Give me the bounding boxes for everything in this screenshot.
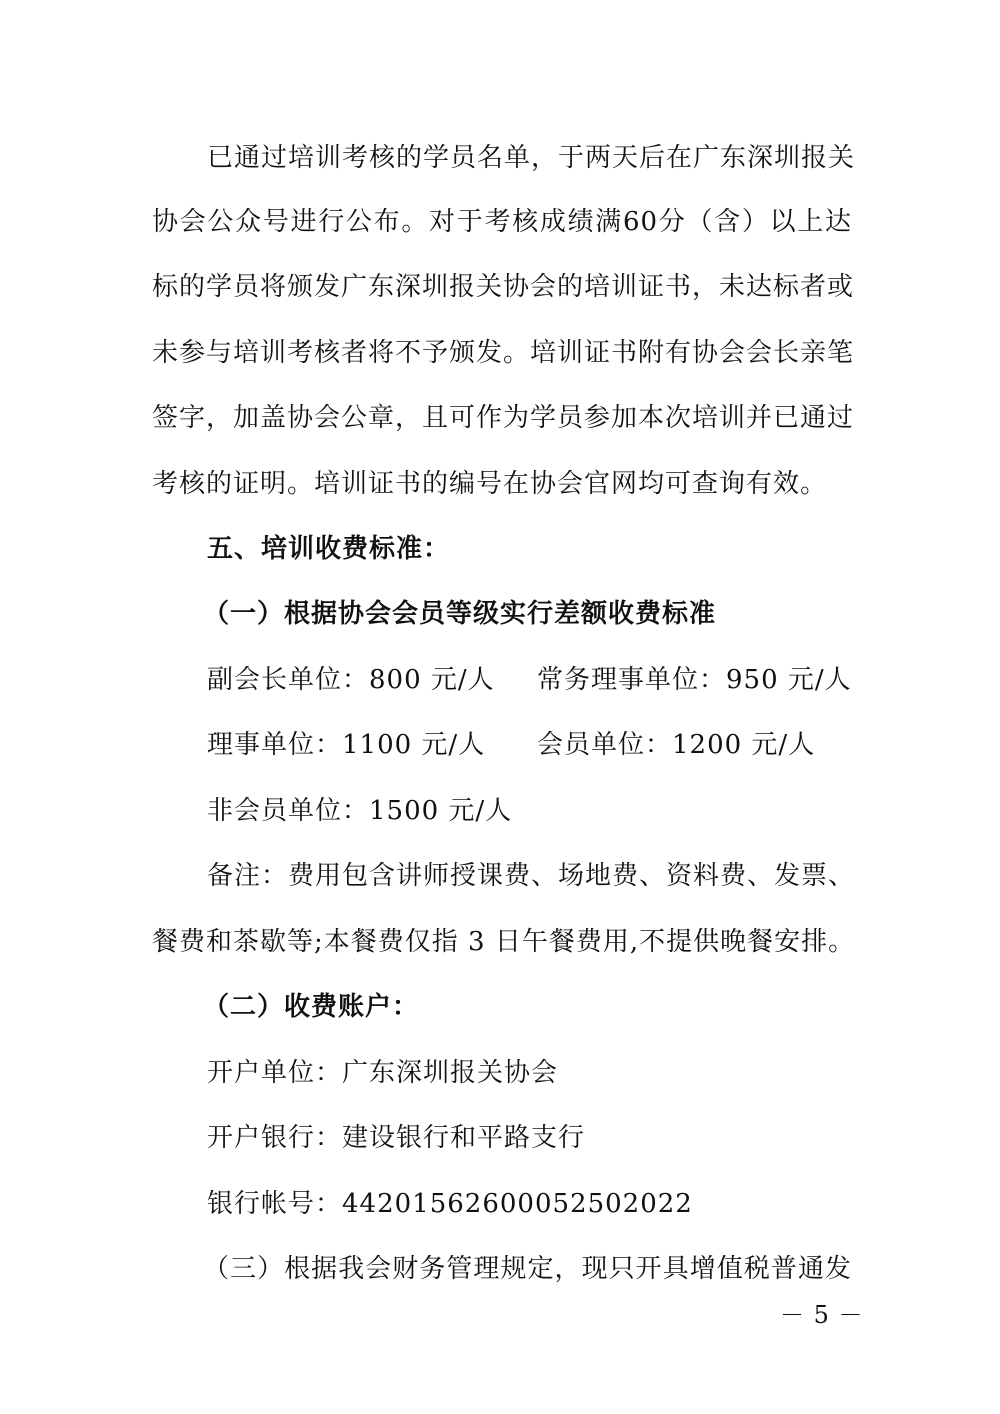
subsection-line: （三）根据我会财务管理规定，现只开具增值税普通发 [203,1254,852,1284]
paragraph-line: 标的学员将颁发广东深圳报关协会的培训证书，未达标者或 [152,272,855,302]
paragraph-line: 协会公众号进行公布。对于考核成绩满60分（含）以上达 [152,207,852,237]
paragraph-line: 考核的证明。培训证书的编号在协会官网均可查询有效。 [152,469,828,499]
fee-member: 会员单位：1200 元/人 [537,730,816,760]
fee-director: 理事单位：1100 元/人 [207,730,486,760]
subsection-heading: （二）收费账户： [203,992,420,1022]
section-heading: 五、培训收费标准： [207,534,451,564]
account-unit: 开户单位：广东深圳报关协会 [207,1058,559,1088]
note-line: 备注：费用包含讲师授课费、场地费、资料费、发票、 [207,861,856,891]
paragraph-line: 签字，加盖协会公章，且可作为学员参加本次培训并已通过 [152,403,855,433]
note-line: 餐费和茶歇等;本餐费仅指 3 日午餐费用,不提供晚餐安排。 [152,927,856,957]
account-number: 银行帐号：44201562600052502022 [207,1189,693,1219]
subsection-heading: （一）根据协会会员等级实行差额收费标准 [203,599,717,629]
paragraph-line: 已通过培训考核的学员名单，于两天后在广东深圳报关 [207,143,856,173]
account-bank: 开户银行：建设银行和平路支行 [207,1123,586,1153]
fee-non-member: 非会员单位：1500 元/人 [207,796,513,826]
paragraph-line: 未参与培训考核者将不予颁发。培训证书附有协会会长亲笔 [152,338,855,368]
fee-executive-director: 常务理事单位：950 元/人 [537,665,852,695]
fee-vice-president: 副会长单位：800 元/人 [207,665,495,695]
page-number: － 5 － [780,1301,864,1329]
